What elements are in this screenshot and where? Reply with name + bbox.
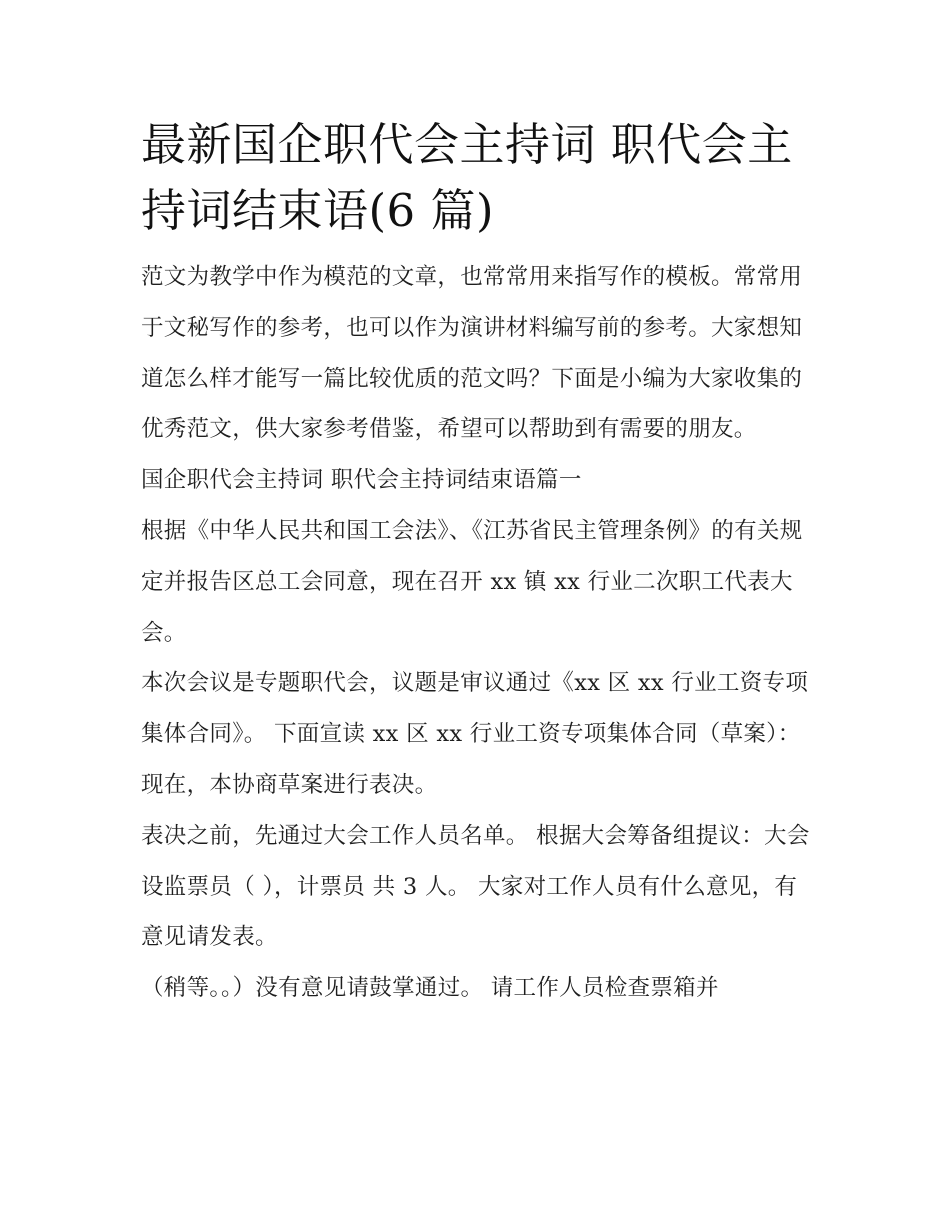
section-heading: 国企职代会主持词 职代会主持词结束语篇一 (141, 467, 582, 494)
body-paragraph: 本次会议是专题职代会，议题是审议通过《xx 区 xx 行业工资专项集体合同》。 下面宣读 xx 区 xx 行业工资专项集体合同（草案）： 现在，本协商草案进行表决。 (141, 670, 809, 798)
body-paragraph: 根据《中华人民共和国工会法》、《江苏省民主管理条例》的有关规定并报告区总工会同意，现在召开 xx 镇 xx 行业二次职工代表大会。 (141, 517, 803, 646)
document-body (141, 112, 813, 1014)
intro-paragraph: 范文为教学中作为模范的文章，也常常用来指写作的模板。常常用于文秘写作的参考，也可以作为演讲材料编写前的参考。大家想知道怎么样才能写一篇比较优质的范文吗？下面是小编为大家收集的优秀范文，供大家参考借鉴，希望可以帮助到有需要的朋友。 (141, 264, 803, 443)
document-title: 最新国企职代会主持词 职代会主持词结束语(6 篇) (141, 118, 793, 237)
body-paragraph: （稍等。。）没有意见请鼓掌通过。 请工作人员检查票箱并 (141, 975, 719, 1002)
body-paragraph: 表决之前，先通过大会工作人员名单。 根据大会筹备组提议：大会设监票员（ ），计票员 共 3 人。 大家对工作人员有什么意见，有意见请发表。 (141, 822, 810, 951)
